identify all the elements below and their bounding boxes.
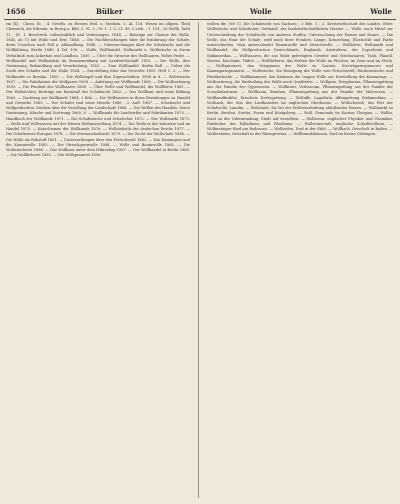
header-rule [4,19,396,20]
right-column-text: wollen die. [69 1]. Die Schafzucht von Sachsen ; 3 Bde. 1 ; 2. Kreiswirthschaft des Landes, Beitr. Wollwäsche und Schafschur, Verhandl. der landwirthschaftlichen Vereine. — Wolle, auch Mittel zur Unterscheidung der Schafwolle von anderen Stoffen, Untersuchung der Fasern und Haare. — Die Wolle, das Haar der Schafe, wird nach ihrer Feinheit, Länge, Kräuselung, Elasticität und Farbe unterschieden. Man unterscheidet Kammwolle und Streichwolle. — Wollbörse, Wollmarkt und Wollhandel; die Wollproduction Deutschlands, Englands, Australiens, der Capcolonie und Südamerikas. — Wollwaaren, die aus Wolle gefertigten Gewebe und Strickwaaren; Tuch, Flanell, Merino, Kaschmir, Thibet. — Wollfärberei, das Färben der Wolle im Flocken, im Garn und im Stück. — Wollspinnerei, das Verspinnen der Wolle zu Garnen; Streichgarnspinnerei und Kammgarnspinnerei. — Wollwäsche, die Reinigung der Wolle vom Fettschweiß; Rückenwäsche und Fabrikwäsche. — Wollkämmerei, das Kämmen der langen Wolle zur Herstellung des Kammzugs. — Wollsortirung, die Eintheilung der Wolle nach Qualitäten. — Wollgras, Eriophorum, Pflanzengattung aus der Familie der Cyperaceen. — Wollkraut, Verbascum, Pflanzengattung aus der Familie der Scrophularineen. — Wollbaum, Bombax, Pflanzengattung aus der Familie der Malvaceen. — Wollhandkrabbe, Eriocheir, Krebsgattung. — Wollaffe, Lagothrix, Affengattung Südamerikas. — Wollsack, der Sitz des Lordkanzlers im englischen Oberhause. — Wollschweiß, das Fett der Schafwolle, Lanolin. — Wollstaub, die bei der Wollverarbeitung abfallenden Fasern. — Wollmarkt zu Berlin, Breslau, Stettin, Posen und Königsberg. — Woll, Gemeinde im Kanton Thurgau. — Wollin, Insel an der Odermündung, Stadt auf derselben. — Wollaston, englischer Physiker und Chemiker, Entdecker des Palladiums und Rhodiums. — Wollstonecraft, englische Schriftstellerin. — Wollmatinger Ried am Bodensee. — Wollseifen, Dorf in der Eifel. — Wollbach, Ortschaft in Baden. — Wollersheim, Ortschaft in der Rheinprovinz. — Wollbrandshausen, Dorf im Kreise Göttingen. [207,22,393,137]
column-divider [198,22,199,498]
text-column-right [207,22,393,500]
header-left-title: Bülker [96,7,123,16]
running-header [0,6,400,18]
header-right-title: Wolle [370,7,392,16]
page-number: 1656 [6,7,26,16]
header-center-title: Wolle [250,7,272,16]
left-column-text: rin [4] : Chem. Ib. ; 4. Gesells. zu Hessen Heil. u. Medizin, 2. Al. 116. Wesen im allgem. Theil Chemisch, die Erkennt. in Bezug a. Bild. 2. 91. 5 ; Fr. 1. 1.-2. 21. 86. 2 Lieb. ; 1. 114 ; 26 Wollk. Tafel 11 ; 41. 1. Beschreib. rathschaftlich und Vorlesungen. 1844. — Beiträge zur Chemie der Wolle, 1845, ab 73 mit Wolle und Text, 1846. — Die Nachforschungen über die Ernährung der Schafe, ihren Ursachen nach Fall u. Abhandlung. 1848. — Untersuchungen über die Schafzucht und die Wollbildung, Berlin 1849, 4 Taf. 108. — Wolle, Wollhandel, Wollmarkt u. Wollwäsche in ihrem Verhältniß zum Ackerbau und Landbau. 1850. — Über die Structur des Wollhaares, Nebst Probe. — Wollhandel und Wollmärkte im Zusammenhang mit Landwirthschaft 1852. — Die Wolle, ihre Gewinnung, Behandlung und Verarbeitung. 1853. — Zum Wollhandel. Berlin Boll. — Ueber die Zucht des Schafes und der Wolle 1854. — Darstellung über das Gewerbe 1855. Heft 1. 2. — Der Wollmarkt zu Breslau. 1855. — Die Wollstapel und ihre Eigenschaften. 1856 in 8. — Wollwäsche 1857. — Die Fabrikation der Wollgarne 1858. — Anleitung zur Wollkunde 1858. — Die Wollsortirung 1859. — Die Feinheit des Wollhaares 1860. — Über Wolle und Wollhandel, die Wollbörse 1861. — Der Wollzüchter, Beiträge zur Kenntniß der Schafzucht 1862. — Das Wollhaar und seine Bildung 1863. — Nachtrag zur Wollkunde 1864, 2 Bde. — Die Wollwaaren in ihren Beziehungen zu Handel und Gewerbe 1865. — Der Schäfer und seine Heerde 1866 ; 2. Aufl. 1867. — Schafzucht und Wollproduction, Studien über die Veredlung der Landschafe 1868. — Die Wollen des Handels, deren Gewinnung, Wäsche und Sortirung 1869, 8. — Wollkunde für Landwirthe und Fabrikanten 1870. — Handbuch der Wollkunde 1871. — Die Schafwäsche und Schafschur 1872. — Der Wollmarkt 1873. — Wolle und Wollwaaren auf der Wiener Weltausstellung 1874. — Die Wolle in der Industrie und im Handel 1875. — Katechismus der Wollkunde 1876. — Wollstatistik des deutschen Reichs 1877. — Die Schafrassen Europas 1878. — Die Merinoschafzucht 1879. — Die Zucht der Wollschafe 1880. — Die Wolle als Rohstoff 1881. — Untersuchungen über den Fettschweiß 1882. — Das Kammgarn und die Kammwolle 1883. — Die Streichgarnwolle 1884. — Wolle und Baumwolle 1885. — Die Wollwäscherei 1886. — Das Wollhaar unter dem Mikroskop 1887. — Der Wollhandel in Berlin 1888. — Die Wollfärberei 1889. — Die Wollspinnerei 1890. [6,22,190,158]
text-column-left [6,22,190,500]
